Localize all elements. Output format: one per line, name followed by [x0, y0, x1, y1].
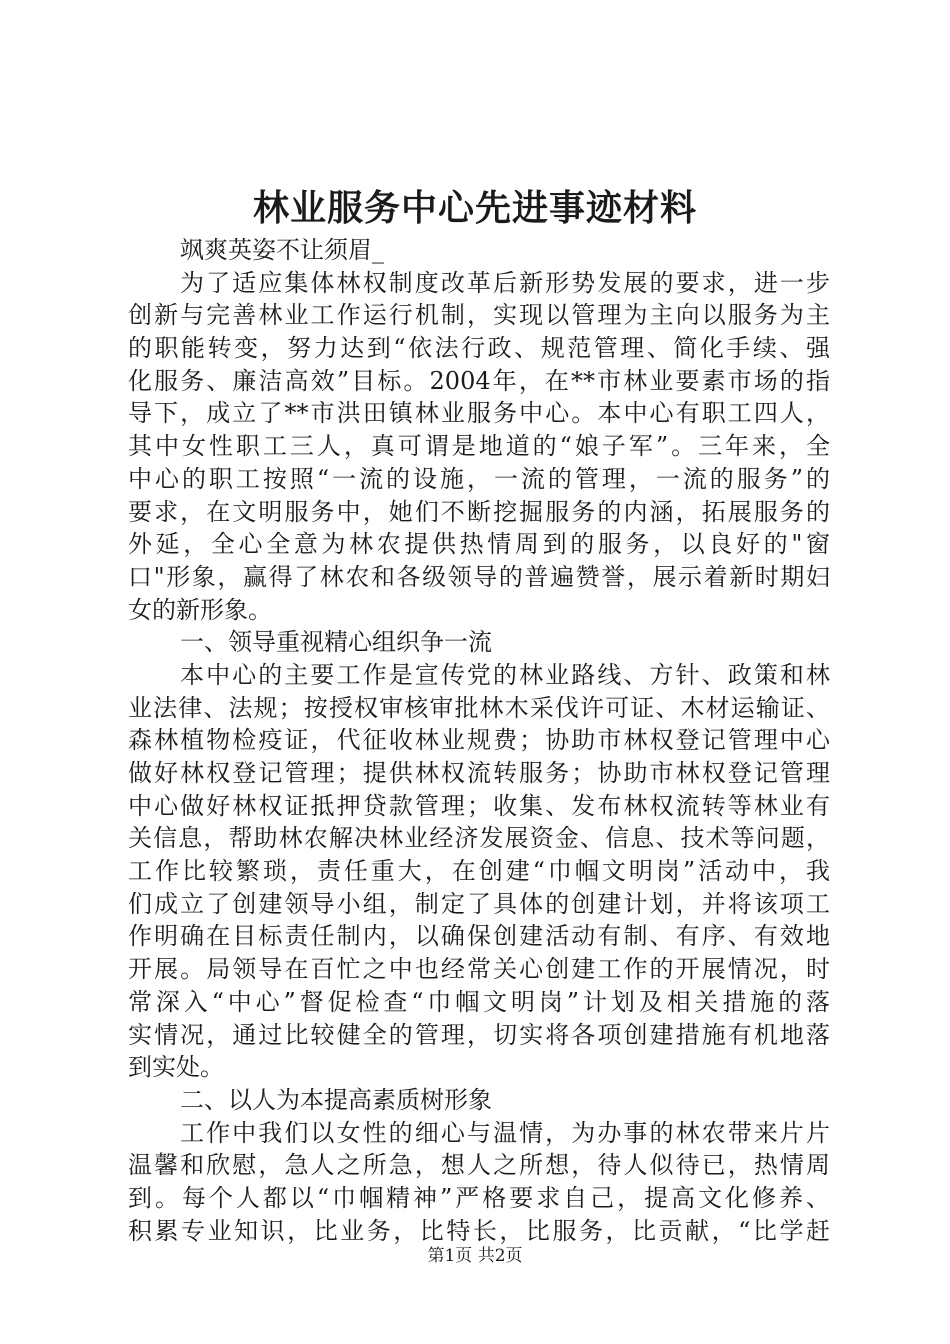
text-line: 的职能转变，努力达到“依法行政、规范管理、简化手续、强	[128, 334, 830, 363]
text-line: 森林植物检疫证，代征收林业规费；协助市林权登记管理中心	[128, 726, 830, 755]
text-line: 开展。局领导在百忙之中也经常关心创建工作的开展情况，时	[128, 955, 830, 984]
text-line: 口"形象，赢得了林农和各级领导的普遍赞誉，展示着新时期妇	[128, 562, 830, 591]
text-line: 积累专业知识，比业务，比特长，比服务，比贡献，“比学赶	[128, 1216, 830, 1245]
page-footer: 第1页 共2页	[427, 1246, 523, 1266]
text-line: 本中心的主要工作是宣传党的林业路线、方针、政策和林	[180, 660, 830, 689]
text-line: 要求，在文明服务中，她们不断挖掘服务的内涵，拓展服务的	[128, 497, 830, 526]
text-line: 为了适应集体林权制度改革后新形势发展的要求，进一步	[180, 268, 830, 297]
text-line: 们成立了创建领导小组，制定了具体的创建计划，并将该项工	[128, 889, 830, 918]
text-line: 化服务、廉洁高效”目标。2004年，在**市林业要素市场的指	[128, 366, 830, 395]
document-title: 林业服务中心先进事迹材料	[252, 187, 697, 229]
text-line: 女的新形象。	[128, 595, 272, 624]
text-line: 其中女性职工三人，真可谓是地道的“娘子军”。三年来，全	[128, 432, 830, 461]
text-line: 导下，成立了**市洪田镇林业服务中心。本中心有职工四人，	[128, 399, 830, 428]
text-line: 中心的职工按照“一流的设施，一流的管理，一流的服务”的	[128, 464, 830, 493]
text-line: 创新与完善林业工作运行机制，实现以管理为主向以服务为主	[128, 301, 830, 330]
document-body	[128, 234, 830, 1247]
text-line: 到实处。	[128, 1053, 224, 1082]
text-line: 到。每个人都以“巾帼精神”严格要求自己，提高文化修养、	[128, 1183, 830, 1212]
text-line: 工作比较繁琐，责任重大，在创建“巾帼文明岗”活动中，我	[128, 857, 830, 886]
text-line: 业法律、法规；按授权审核审批林木采伐许可证、木材运输证、	[128, 693, 830, 722]
text-line: 关信息，帮助林农解决林业经济发展资金、信息、技术等问题，	[128, 824, 830, 853]
text-line: 飒爽英姿不让须眉_	[180, 236, 384, 264]
text-line: 二、以人为本提高素质树形象	[180, 1085, 492, 1114]
text-line: 作明确在目标责任制内，以确保创建活动有制、有序、有效地	[128, 922, 830, 951]
text-line: 温馨和欣慰，急人之所急，想人之所想，待人似待已，热情周	[128, 1151, 830, 1180]
text-line: 外延，全心全意为林农提供热情周到的服务，以良好的"窗	[128, 530, 830, 559]
text-line: 中心做好林权证抵押贷款管理；收集、发布林权流转等林业有	[128, 791, 830, 820]
text-line: 一、领导重视精心组织争一流	[180, 628, 492, 657]
text-line: 做好林权登记管理；提供林权流转服务；协助市林权登记管理	[128, 759, 830, 787]
text-line: 常深入“中心”督促检查“巾帼文明岗”计划及相关措施的落	[128, 987, 830, 1016]
text-line: 实情况，通过比较健全的管理，切实将各项创建措施有机地落	[128, 1020, 830, 1049]
text-line: 工作中我们以女性的细心与温情，为办事的林农带来片片	[180, 1118, 830, 1147]
